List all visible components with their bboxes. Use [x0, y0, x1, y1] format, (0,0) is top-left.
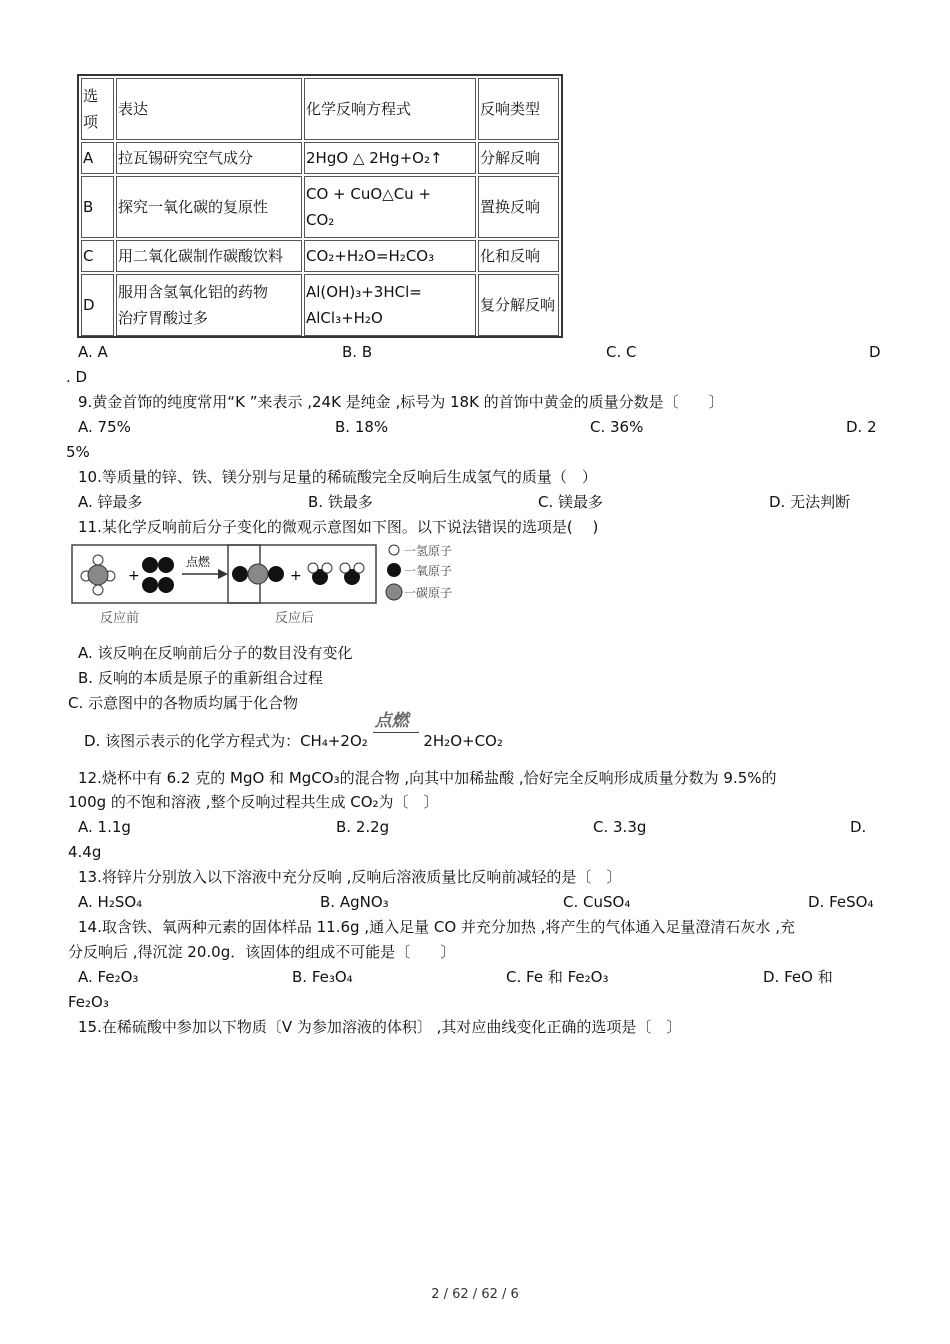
q10-stem: 10.等质量的锌、铁、镁分别与足量的稀硫酸完全反响后生成氢气的质量（ ）	[78, 468, 597, 486]
row-d-description-line2: 治疗胃酸过多	[118, 309, 209, 327]
q14-option-b: B. Fe₃O₄	[292, 968, 353, 986]
arrow-head-icon	[218, 569, 228, 579]
q10-option-c: C. 镁最多	[538, 493, 604, 511]
row-d-option: D	[81, 274, 114, 336]
row-a-description: 拉瓦锡研究空气成分	[116, 142, 302, 174]
q12-option-b: B. 2.2g	[336, 818, 390, 836]
q14-option-d-wrap: Fe₂O₃	[68, 993, 109, 1011]
row-c-type: 化和反响	[478, 240, 559, 272]
legend-hydrogen-icon	[389, 545, 399, 555]
q11-option-d-pre: D. 该图示表示的化学方程式为：CH₄+2O₂	[84, 732, 368, 750]
q14-stem-line2: 分反响后 ,得沉淀 20.0g．该固体的组成不可能是〔 〕	[68, 943, 456, 961]
plus-sign-2: +	[290, 568, 302, 584]
molecule-diagram	[70, 540, 490, 630]
q10-option-b: B. 铁最多	[308, 493, 373, 511]
label-before: 反应前	[100, 611, 140, 626]
row-d-type: 复分解反响	[478, 274, 559, 336]
header-type: 反响类型	[478, 78, 559, 140]
q9-option-d: D. 2	[846, 418, 877, 436]
q12-stem-line2: 100g 的不饱和溶液 ,整个反响过程共生成 CO₂为〔 〕	[68, 793, 439, 811]
row-b-equation	[304, 176, 476, 238]
row-a-option: A	[81, 142, 114, 174]
q11-stem: 11.某化学反响前后分子变化的微观示意图如下图。以下说法错误的选项是( )	[78, 518, 599, 536]
q13-stem: 13.将锌片分别放入以下溶液中充分反响 ,反响后溶液质量比反响前减轻的是〔 〕	[78, 868, 622, 886]
row-b-option: B	[81, 176, 114, 238]
header-equation: 化学反响方程式	[304, 78, 476, 140]
q11-option-a: A. 该反响在反响前后分子的数目没有变化	[78, 644, 353, 662]
row-b-equation-line2: CO₂	[306, 211, 335, 229]
q15-stem: 15.在稀硫酸中参加以下物质〔V 为参加溶液的体积〕 ,其对应曲线变化正确的选项是〔 〕	[78, 1018, 682, 1036]
plus-sign-1: +	[128, 568, 140, 584]
row-d-equation-line1: Al(OH)₃+3HCl=	[306, 283, 422, 301]
q13-option-b: B. AgNO₃	[320, 893, 389, 911]
q13-option-c: C. CuSO₄	[563, 893, 631, 911]
q8-option-c: C. C	[606, 343, 637, 361]
legend-oxygen-icon	[387, 563, 401, 577]
label-after: 反应后	[275, 611, 315, 626]
legend-hydrogen: 一氢原子	[404, 544, 453, 558]
row-d-description-line1: 服用含氢氧化铝的药物	[118, 283, 269, 301]
row-c-description: 用二氧化碳制作碳酸饮料	[116, 240, 302, 272]
q12-option-c: C. 3.3g	[593, 818, 647, 836]
row-b-description: 探究一氧化碳的复原性	[116, 176, 302, 238]
legend-carbon: 一碳原子	[404, 586, 453, 600]
q8-option-d: D	[869, 343, 881, 361]
q12-stem-line1: 12.烧杯中有 6.2 克的 MgO 和 MgCO₃的混合物 ,向其中加稀盐酸 ,恰好完全反响形成质量分数为 9.5%的	[78, 769, 777, 787]
reaction-condition	[373, 711, 419, 751]
row-a-equation: 2HgO △ 2Hg+O₂↑	[304, 142, 476, 174]
condition-line	[373, 732, 419, 733]
water-molecules	[308, 563, 364, 585]
q11-option-c: C. 示意图中的各物质均属于化合物	[68, 694, 299, 712]
q14-option-d: D. FeO 和	[763, 968, 833, 986]
oxygen-molecules	[142, 557, 174, 593]
q9-stem: 9.黄金首饰的纯度常用“K ”来表示 ,24K 是纯金 ,标号为 18K 的首饰中黄金的质量分数是〔 〕	[78, 393, 724, 411]
q8-option-b: B. B	[342, 343, 373, 361]
reaction-table	[77, 74, 563, 338]
row-d-description	[116, 274, 302, 336]
q11-option-b: B. 反响的本质是原子的重新组合过程	[78, 669, 323, 687]
q14-option-c: C. Fe 和 Fe₂O₃	[506, 968, 609, 986]
page-number: 2 / 62 / 62 / 6	[431, 1287, 519, 1302]
q8-option-d-wrap: . D	[66, 368, 88, 386]
row-d-equation-line2: AlCl₃+H₂O	[306, 309, 383, 327]
row-d-equation	[304, 274, 476, 336]
methane-molecule	[81, 555, 115, 595]
q12-option-a: A. 1.1g	[78, 818, 131, 836]
q9-option-c: C. 36%	[590, 418, 644, 436]
q14-option-a: A. Fe₂O₃	[78, 968, 139, 986]
row-c-option: C	[81, 240, 114, 272]
q11-option-d	[84, 711, 503, 751]
row-a-type: 分解反响	[478, 142, 559, 174]
q13-option-a: A. H₂SO₄	[78, 893, 143, 911]
arrow-label: 点燃	[186, 555, 211, 569]
q12-option-d-wrap: 4.4g	[68, 843, 102, 861]
header-option: 选 项	[81, 78, 114, 140]
co2-molecule	[232, 564, 284, 584]
legend-oxygen: 一氧原子	[404, 564, 453, 578]
q13-option-d: D. FeSO₄	[808, 893, 874, 911]
q9-option-b: B. 18%	[335, 418, 389, 436]
row-c-equation: CO₂+H₂O=H₂CO₃	[304, 240, 476, 272]
q10-option-a: A. 锌最多	[78, 493, 143, 511]
legend-carbon-icon	[386, 584, 402, 600]
row-b-type: 置换反响	[478, 176, 559, 238]
header-description: 表达	[116, 78, 302, 140]
q9-option-a: A. 75%	[78, 418, 131, 436]
q10-option-d: D. 无法判断	[769, 493, 851, 511]
condition-label: 点燃	[374, 711, 409, 731]
q11-option-d-post: 2H₂O+CO₂	[423, 732, 503, 750]
q9-option-d-wrap: 5%	[66, 443, 90, 461]
q12-option-d: D.	[850, 818, 867, 836]
row-b-equation-line1: CO + CuO△Cu +	[306, 185, 432, 203]
q8-option-a: A. A	[78, 343, 108, 361]
q14-stem-line1: 14.取含铁、氧两种元素的固体样品 11.6g ,通入足量 CO 并充分加热 ,将产生的气体通入足量澄清石灰水 ,充	[78, 918, 795, 936]
